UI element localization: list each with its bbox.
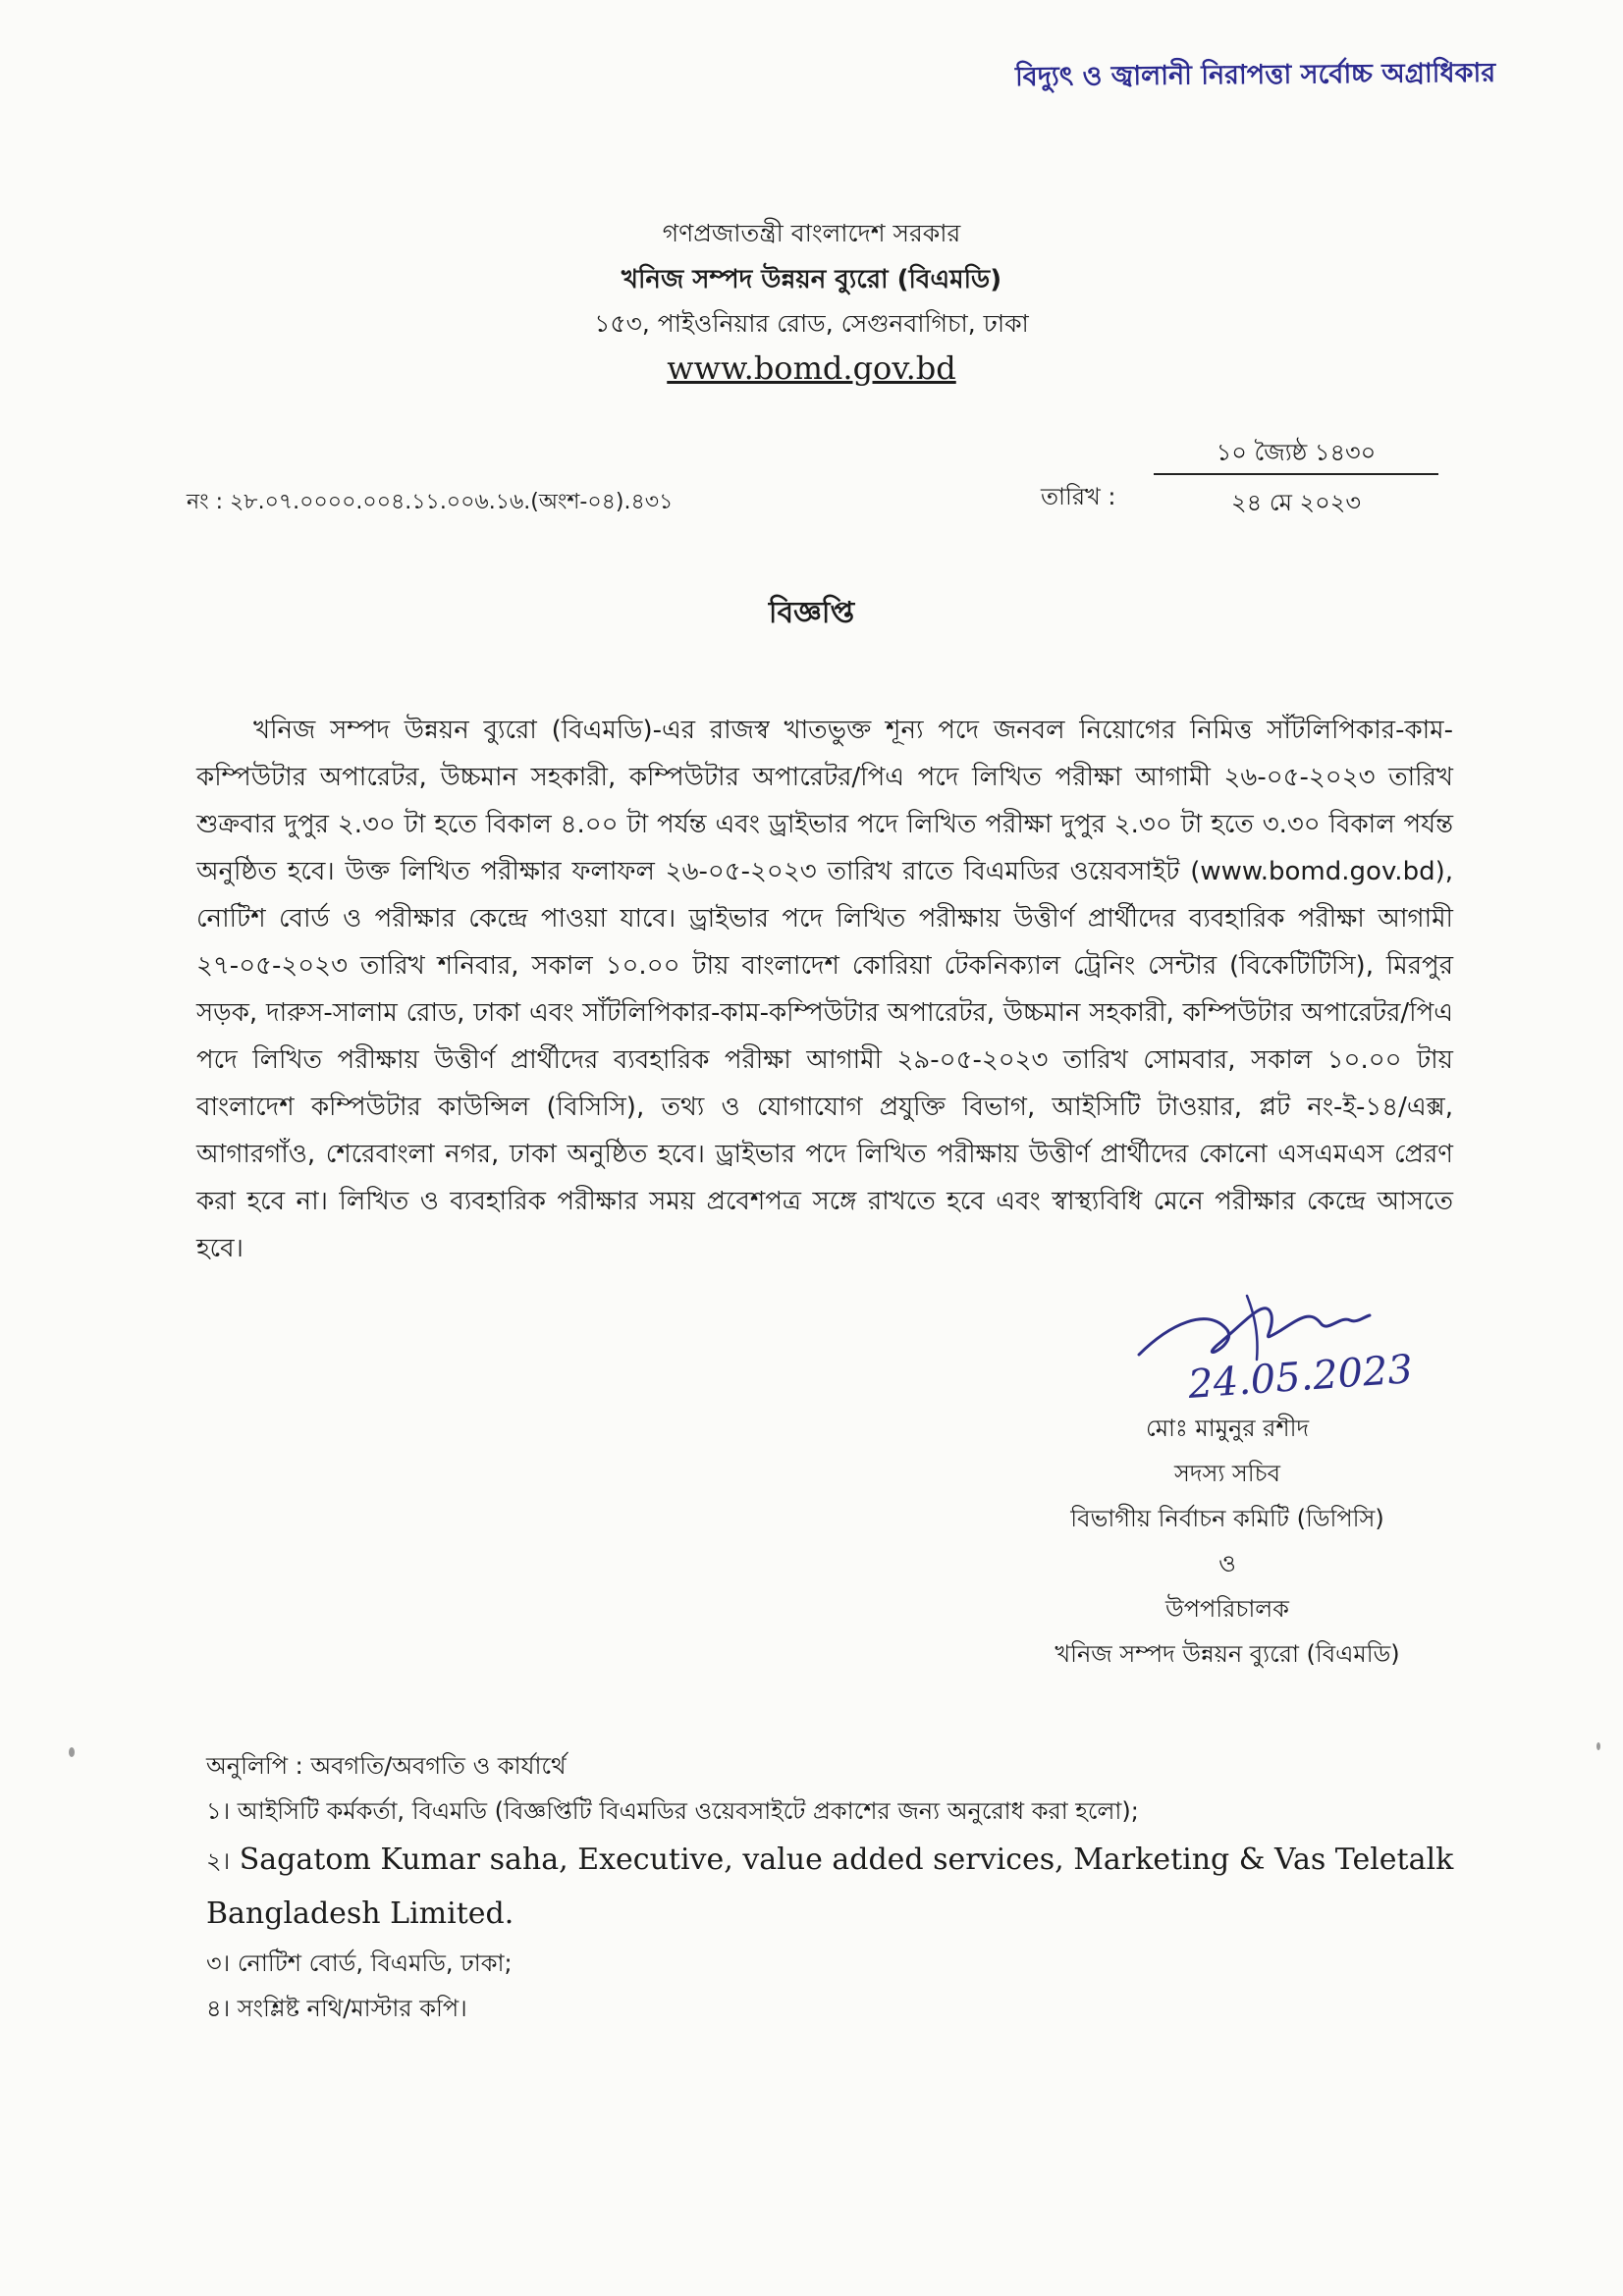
copy-to-item-4: ৪। সংশ্লিষ্ট নথি/মাস্টার কপি। <box>206 1995 467 2022</box>
government-name: গণপ্রজাতন্ত্রী বাংলাদেশ সরকার <box>662 219 961 247</box>
date-gregorian: ২৪ মে ২০২৩ <box>1231 489 1361 516</box>
copy-to-item-2-text: Sagatom Kumar saha, Executive, value added services, Marketing & Vas Teletalk Bangladesh Limited. <box>206 1842 1454 1931</box>
date-bangla: ১০ জ্যৈষ্ঠ ১৪৩০ <box>1216 439 1377 466</box>
signatory-designation-2: উপপরিচালক <box>1165 1595 1289 1623</box>
date-divider <box>1154 473 1438 475</box>
signatory-designation: সদস্য সচিব <box>1174 1460 1280 1487</box>
notice-body: খনিজ সম্পদ উন্নয়ন ব্যুরো (বিএমডি)-এর রাজস্ব খাতভুক্ত শূন্য পদে জনবল নিয়োগের নিমিত্ত সাঁটলিপিকার-কাম-কম্পিউটার অপারেটর, উচ্চমান সহকারী, কম্পিউটার অপারেটর/পিএ পদে লিখিত পরীক্ষা আগামী ২৬-০৫-২০২৩ তারিখ শুক্রবার দুপুর ২.৩০ টা হতে বিকাল ৪.০০ টা পর্যন্ত এবং ড্রাইভার পদে লিখিত পরীক্ষা দুপুর ২.৩০ টা হতে ৩.৩০ বিকাল পর্যন্ত অনুষ্ঠিত হবে। উক্ত লিখিত পরীক্ষার ফলাফল ২৬-০৫-২০২৩ তারিখ রাতে বিএমডির ওয়েবসাইট (www.bomd.gov.bd), নোটিশ বোর্ড ও পরীক্ষার কেন্দ্রে পাওয়া যাবে। ড্রাইভার পদে লিখিত পরীক্ষায় উত্তীর্ণ প্রার্থীদের ব্যবহারিক পরীক্ষা আগামী ২৭-০৫-২০২৩ তারিখ শনিবার, সকাল ১০.০০ টায় বাংলাদেশ কোরিয়া টেকনিক্যাল ট্রেনিং সেন্টার (বিকেটিটিসি), মিরপুর সড়ক, দারুস-সালাম রোড, ঢাকা এবং সাঁটলিপিকার-কাম-কম্পিউটার অপারেটর, উচ্চমান সহকারী, কম্পিউটার অপারেটর/পিএ পদে লিখিত পরীক্ষায় উত্তীর্ণ প্রার্থীদের ব্যবহারিক পরীক্ষা আগামী ২৯-০৫-২০২৩ তারিখ সোমবার, সকাল ১০.০০ টায় বাংলাদেশ কম্পিউটার কাউন্সিল (বিসিসি), তথ্য ও যোগাযোগ প্রযুক্তি বিভাগ, আইসিটি টাওয়ার, প্লট নং-ই-১৪/এক্স, আগারগাঁও, শেরেবাংলা নগর, ঢাকা অনুষ্ঠিত হবে। ড্রাইভার পদে লিখিত পরীক্ষায় উত্তীর্ণ প্রার্থীদের কোনো এসএমএস প্রেরণ করা হবে না। লিখিত ও ব্যবহারিক পরীক্ষার সময় প্রবেশপত্র সঙ্গে রাখতে হবে এবং স্বাস্থ্যবিধি মেনে পরীক্ষার কেন্দ্রে আসতে হবে। <box>196 716 1453 1263</box>
signatory-conjunction: ও <box>1218 1550 1236 1577</box>
office-website: www.bomd.gov.bd <box>667 349 956 387</box>
copy-to-heading: অনুলিপি : অবগতি/অবগতি ও কার্যার্থে <box>206 1752 567 1780</box>
copy-to-item-2-number: ২। <box>206 1847 231 1875</box>
notice-title: বিজ্ঞপ্তি <box>768 596 855 630</box>
scan-speck <box>1596 1742 1600 1750</box>
office-address: ১৫৩, পাইওনিয়ার রোড, সেগুনবাগিচা, ঢাকা <box>594 309 1029 338</box>
scan-speck <box>69 1747 75 1757</box>
copy-to-section <box>206 1743 1483 2031</box>
signatory-office: খনিজ সম্পদ উন্নয়ন ব্যুরো (বিএমডি) <box>1055 1640 1400 1668</box>
memo-number: নং : ২৮.০৭.০০০০.০০৪.১১.০০৬.১৬.(অংশ-০৪).৪৩১ <box>187 490 674 514</box>
signatory-name: মোঃ মামুনুর রশীদ <box>1145 1415 1310 1442</box>
slogan: বিদ্যুৎ ও জ্বালানী নিরাপত্তা সর্বোচ্চ অগ্রাধিকার <box>1014 57 1496 93</box>
copy-to-item-1: ১। আইসিটি কর্মকর্তা, বিএমডি (বিজ্ঞপ্তিটি বিএমডির ওয়েবসাইটে প্রকাশের জন্য অনুরোধ করা হলো); <box>206 1797 1139 1825</box>
copy-to-item-3: ৩। নোটিশ বোর্ড, বিএমডি, ঢাকা; <box>206 1949 513 1977</box>
signature-date: 24.05.2023 <box>1186 1347 1415 1408</box>
office-name: খনিজ সম্পদ উন্নয়ন ব্যুরো (বিএমডি) <box>621 265 1002 294</box>
signatory-committee: বিভাগীয় নির্বাচন কমিটি (ডিপিসি) <box>1070 1505 1384 1532</box>
signature-block <box>1031 1406 1424 1677</box>
date-label: তারিখ : <box>1041 483 1116 510</box>
copy-to-item-2 <box>206 1834 1483 1941</box>
